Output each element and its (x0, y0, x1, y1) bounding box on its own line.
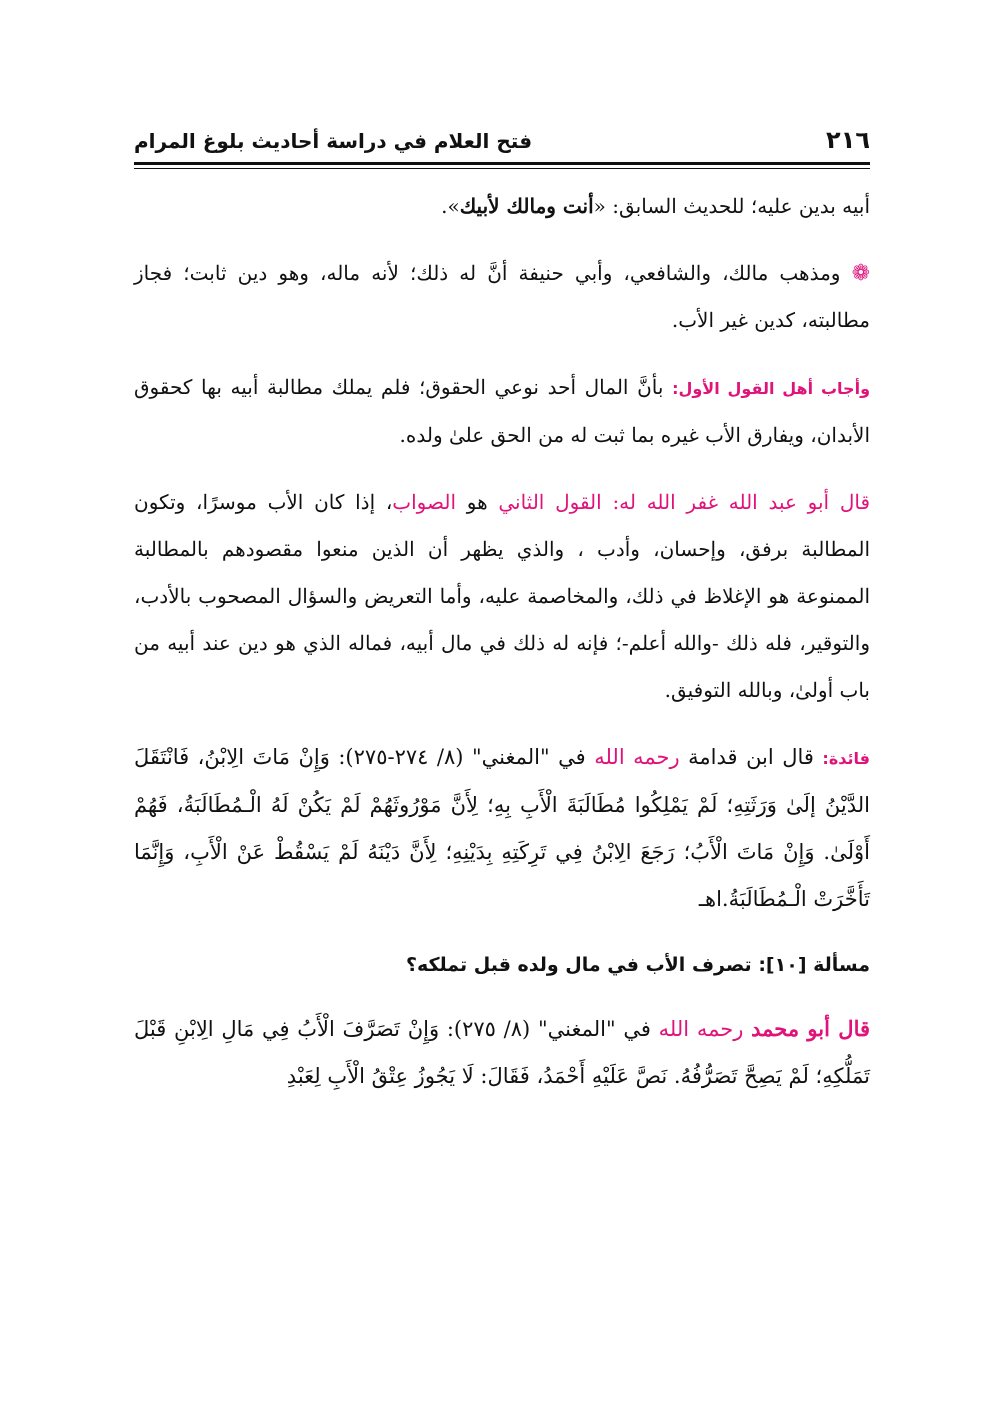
paragraph-abu-muhammad (134, 1005, 870, 1100)
running-header (134, 120, 870, 162)
paragraph-hadith-reference (134, 183, 870, 230)
issue-number: مسألة [١٠]: (758, 954, 870, 976)
benefit-label: فائدة: (822, 749, 870, 768)
quote-close: ». (441, 194, 460, 218)
source-open: في " (605, 1017, 651, 1041)
paragraph-reply (134, 364, 870, 459)
header-rule-thin (134, 168, 870, 169)
book-page (134, 120, 870, 1100)
quoted-text: وَإِنْ تَصَرَّفَ الْأَبُ فِي مَالِ الِابْنِ قَبْلَ تَمَلُّكِهِ؛ لَمْ يَصِحَّ تَصَرُّفُهُ. نَصَّ عَلَيْهِ أَحْمَدُ، فَقَالَ: لَا يَجُوزُ عِتْقُ الْأَبِ لِعَبْدِ (134, 1017, 870, 1088)
paragraph-text: أبيه بدين عليه؛ للحديث السابق: « (593, 194, 870, 218)
honorific: رحمه الله (658, 1017, 744, 1041)
paragraph-author-opinion (134, 479, 870, 714)
issue-title: تصرف الأب في مال ولده قبل تملكه؟ (405, 954, 752, 976)
source-title: المغني (481, 745, 540, 769)
benefit-intro: قال ابن قدامة (688, 745, 814, 769)
hadith-quote: أنت ومالك لأبيك (459, 194, 594, 218)
honorific: رحمه الله (594, 745, 680, 769)
header-rule-thick (134, 162, 870, 165)
paragraph-benefit (134, 734, 870, 923)
issue-heading (134, 945, 870, 985)
source-open: في " (540, 745, 586, 769)
paragraph-madhhab (134, 250, 870, 344)
author-label: قال أبو عبد الله غفر الله له: (612, 490, 870, 514)
page-number: ٢١٦ (826, 126, 870, 154)
paragraph-text: ومذهب مالك، والشافعي، وأبي حنيفة أنَّ له ذلك؛ لأنه ماله، وهو دين ثابت؛ فجاز مطالبته، كدين غير الأب. (134, 261, 870, 332)
source-close: " (٨/ ٢٧٥): (446, 1017, 548, 1041)
source-title: المغني (547, 1017, 606, 1041)
connector-text: هو (466, 490, 488, 514)
quoted-text: وَإِنْ مَاتَ الِابْنُ، فَانْتَقَلَ الدَّيْنُ إلَىٰ وَرَثَتِهِ؛ لَمْ يَمْلِكُوا مُطَالَبَةَ الْأَبِ بِهِ؛ لِأَنَّ مَوْرُوثَهُمْ لَمْ يَكُنْ لَهُ الْـمُطَالَبَةُ، فَهُمْ أَوْلَىٰ. وَإِنْ مَاتَ الْأَبُ؛ رَجَعَ الِابْنُ فِي تَرِكَتِهِ بِدَيْنِهِ؛ لِأَنَّ دَيْنَهُ لَمْ يَسْقُطْ عَنْ الْأَبِ، وَإِنَّمَا تَأَخَّرَتْ الْـمُطَالَبَةُ.اهـ (134, 745, 870, 911)
source-close: " (٨/ ٢٧٤-٢٧٥): (338, 745, 482, 769)
reply-label: وأجاب أهل القول الأول: (672, 379, 871, 398)
book-title: فتح العلام في دراسة أحاديث بلوغ المرام (134, 129, 533, 153)
correct-label: الصواب (392, 490, 457, 514)
paragraph-text: بأنَّ المال أحد نوعي الحقوق؛ فلم يملك مطالبة أبيه بها كحقوق الأبدان، ويفارق الأب غيره بما ثبت له من الحق علىٰ ولده. (134, 375, 870, 447)
opinion-name: القول الثاني (498, 490, 602, 514)
quote-author: قال أبو محمد (751, 1016, 870, 1041)
flower-ornament-icon: ❁ (851, 261, 870, 286)
paragraph-text: ، إذا كان الأب موسرًا، وتكون المطالبة برفق، وإحسان، وأدب ، والذي يظهر أن الذين منعوا مقصودهم بالمطالبة الممنوعة هو الإغلاظ في ذلك، والمخاصمة عليه، وأما التعريض والسؤال المصحوب بالأدب، والتوقير، فله ذلك -والله أعلم-؛ فإنه له ذلك في مال أبيه، فماله الذي هو دين عند أبيه من باب أولىٰ، وبالله التوفيق. (134, 490, 870, 702)
